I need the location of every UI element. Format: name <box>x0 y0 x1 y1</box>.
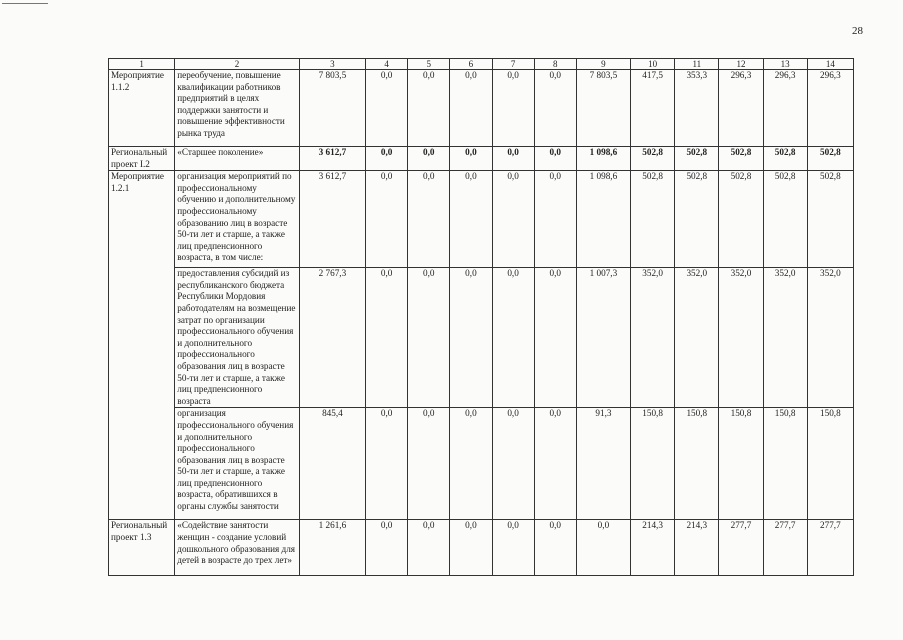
cell-value: 277,7 <box>719 520 763 576</box>
cell-value: 0,0 <box>534 147 576 171</box>
column-header: 2 <box>175 59 300 70</box>
cell-value: 0,0 <box>450 268 492 408</box>
row-description: «Содействие занятости женщин - создание условий дошкольного образования для детей в возрасте до трех лет» <box>175 520 300 576</box>
column-header: 10 <box>631 59 675 70</box>
cell-value: 0,0 <box>534 268 576 408</box>
page-number: 28 <box>852 25 863 37</box>
cell-value: 0,0 <box>450 520 492 576</box>
cell-value: 502,8 <box>763 171 807 268</box>
cell-value: 0,0 <box>366 408 408 520</box>
table-header-row <box>109 59 854 70</box>
cell-value: 0,0 <box>492 70 534 147</box>
cell-value: 352,0 <box>807 268 853 408</box>
row-name: Региональный проект I.2 <box>109 147 175 171</box>
table-row <box>109 520 854 576</box>
budget-table <box>108 58 854 576</box>
row-description: «Старшее поколение» <box>175 147 300 171</box>
cell-value: 502,8 <box>807 147 853 171</box>
table-row <box>109 147 854 171</box>
cell-value: 296,3 <box>807 70 853 147</box>
cell-value: 0,0 <box>408 268 450 408</box>
column-header: 8 <box>534 59 576 70</box>
cell-value: 502,8 <box>807 171 853 268</box>
cell-value: 0,0 <box>492 171 534 268</box>
cell-value: 502,8 <box>675 147 719 171</box>
cell-total: 2 767,3 <box>299 268 365 408</box>
cell-value: 502,8 <box>719 147 763 171</box>
cell-value: 1 098,6 <box>576 147 630 171</box>
cell-value: 1 098,6 <box>576 171 630 268</box>
cell-value: 0,0 <box>408 70 450 147</box>
cell-value: 0,0 <box>408 171 450 268</box>
cell-value: 502,8 <box>719 171 763 268</box>
cell-value: 0,0 <box>492 408 534 520</box>
row-description: переобучение, повышение квалификации работников предприятий в целях поддержки занятости и повышение эффективности рынка труда <box>175 70 300 147</box>
column-header: 5 <box>408 59 450 70</box>
column-header: 9 <box>576 59 630 70</box>
cell-value: 0,0 <box>366 171 408 268</box>
column-header: 4 <box>366 59 408 70</box>
cell-value: 150,8 <box>807 408 853 520</box>
cell-total: 7 803,5 <box>299 70 365 147</box>
cell-value: 150,8 <box>675 408 719 520</box>
column-header: 14 <box>807 59 853 70</box>
column-header: 7 <box>492 59 534 70</box>
cell-value: 502,8 <box>631 171 675 268</box>
cell-value: 502,8 <box>675 171 719 268</box>
cell-value: 214,3 <box>631 520 675 576</box>
column-header: 1 <box>109 59 175 70</box>
cell-value: 0,0 <box>366 70 408 147</box>
cell-value: 0,0 <box>408 520 450 576</box>
cell-value: 0,0 <box>366 268 408 408</box>
cell-value: 352,0 <box>675 268 719 408</box>
cell-value: 91,3 <box>576 408 630 520</box>
cell-value: 0,0 <box>492 147 534 171</box>
cell-total: 3 612,7 <box>299 147 365 171</box>
cell-total: 845,4 <box>299 408 365 520</box>
cell-value: 352,0 <box>719 268 763 408</box>
cell-value: 150,8 <box>631 408 675 520</box>
cell-value: 353,3 <box>675 70 719 147</box>
cell-value: 0,0 <box>534 171 576 268</box>
cell-value: 0,0 <box>450 408 492 520</box>
cell-value: 277,7 <box>763 520 807 576</box>
column-header: 11 <box>675 59 719 70</box>
cell-value: 502,8 <box>631 147 675 171</box>
cell-value: 0,0 <box>492 520 534 576</box>
cell-value: 0,0 <box>450 70 492 147</box>
cell-value: 0,0 <box>366 147 408 171</box>
cell-value: 0,0 <box>534 408 576 520</box>
row-name: Мероприятие 1.1.2 <box>109 70 175 147</box>
cell-value: 502,8 <box>763 147 807 171</box>
cell-value: 277,7 <box>807 520 853 576</box>
row-name: Региональный проект 1.3 <box>109 520 175 576</box>
table-row <box>109 70 854 147</box>
row-description: организация профессионального обучения и дополнительного профессионального образования лиц в возрасте 50-ти лет и старше, а также лиц предпенсионного возраста, обратившихся в органы службы занятости <box>175 408 300 520</box>
column-header: 12 <box>719 59 763 70</box>
row-name: Мероприятие 1.2.1 <box>109 171 175 520</box>
cell-value: 0,0 <box>408 408 450 520</box>
cell-value: 214,3 <box>675 520 719 576</box>
cell-value: 1 007,3 <box>576 268 630 408</box>
cell-total: 3 612,7 <box>299 171 365 268</box>
cell-value: 296,3 <box>719 70 763 147</box>
row-description: организация мероприятий по профессиональному обучению и дополнительному профессиональному образованию лиц в возрасте 50-ти лет и старше, а также лиц предпенсионного возраста, в том числе: <box>175 171 300 268</box>
row-description: предоставления субсидий из республиканского бюджета Республики Мордовия работодателям на возмещение затрат по организации профессионального обучения и дополнительного профессионального образования лиц в возрасте 50-ти лет и старше, а также лиц предпенсионного возраста <box>175 268 300 408</box>
cell-value: 417,5 <box>631 70 675 147</box>
cell-value: 296,3 <box>763 70 807 147</box>
cell-value: 150,8 <box>719 408 763 520</box>
cell-value: 150,8 <box>763 408 807 520</box>
cell-value: 0,0 <box>534 70 576 147</box>
cell-value: 0,0 <box>576 520 630 576</box>
column-header: 3 <box>299 59 365 70</box>
cell-value: 0,0 <box>450 147 492 171</box>
column-header: 6 <box>450 59 492 70</box>
cell-value: 7 803,5 <box>576 70 630 147</box>
cell-value: 0,0 <box>534 520 576 576</box>
table-row <box>109 268 854 408</box>
scan-artifact-line <box>2 3 48 4</box>
cell-value: 0,0 <box>450 171 492 268</box>
cell-value: 352,0 <box>763 268 807 408</box>
cell-value: 0,0 <box>366 520 408 576</box>
table-row <box>109 171 854 268</box>
table-row <box>109 408 854 520</box>
cell-total: 1 261,6 <box>299 520 365 576</box>
cell-value: 352,0 <box>631 268 675 408</box>
cell-value: 0,0 <box>492 268 534 408</box>
cell-value: 0,0 <box>408 147 450 171</box>
column-header: 13 <box>763 59 807 70</box>
